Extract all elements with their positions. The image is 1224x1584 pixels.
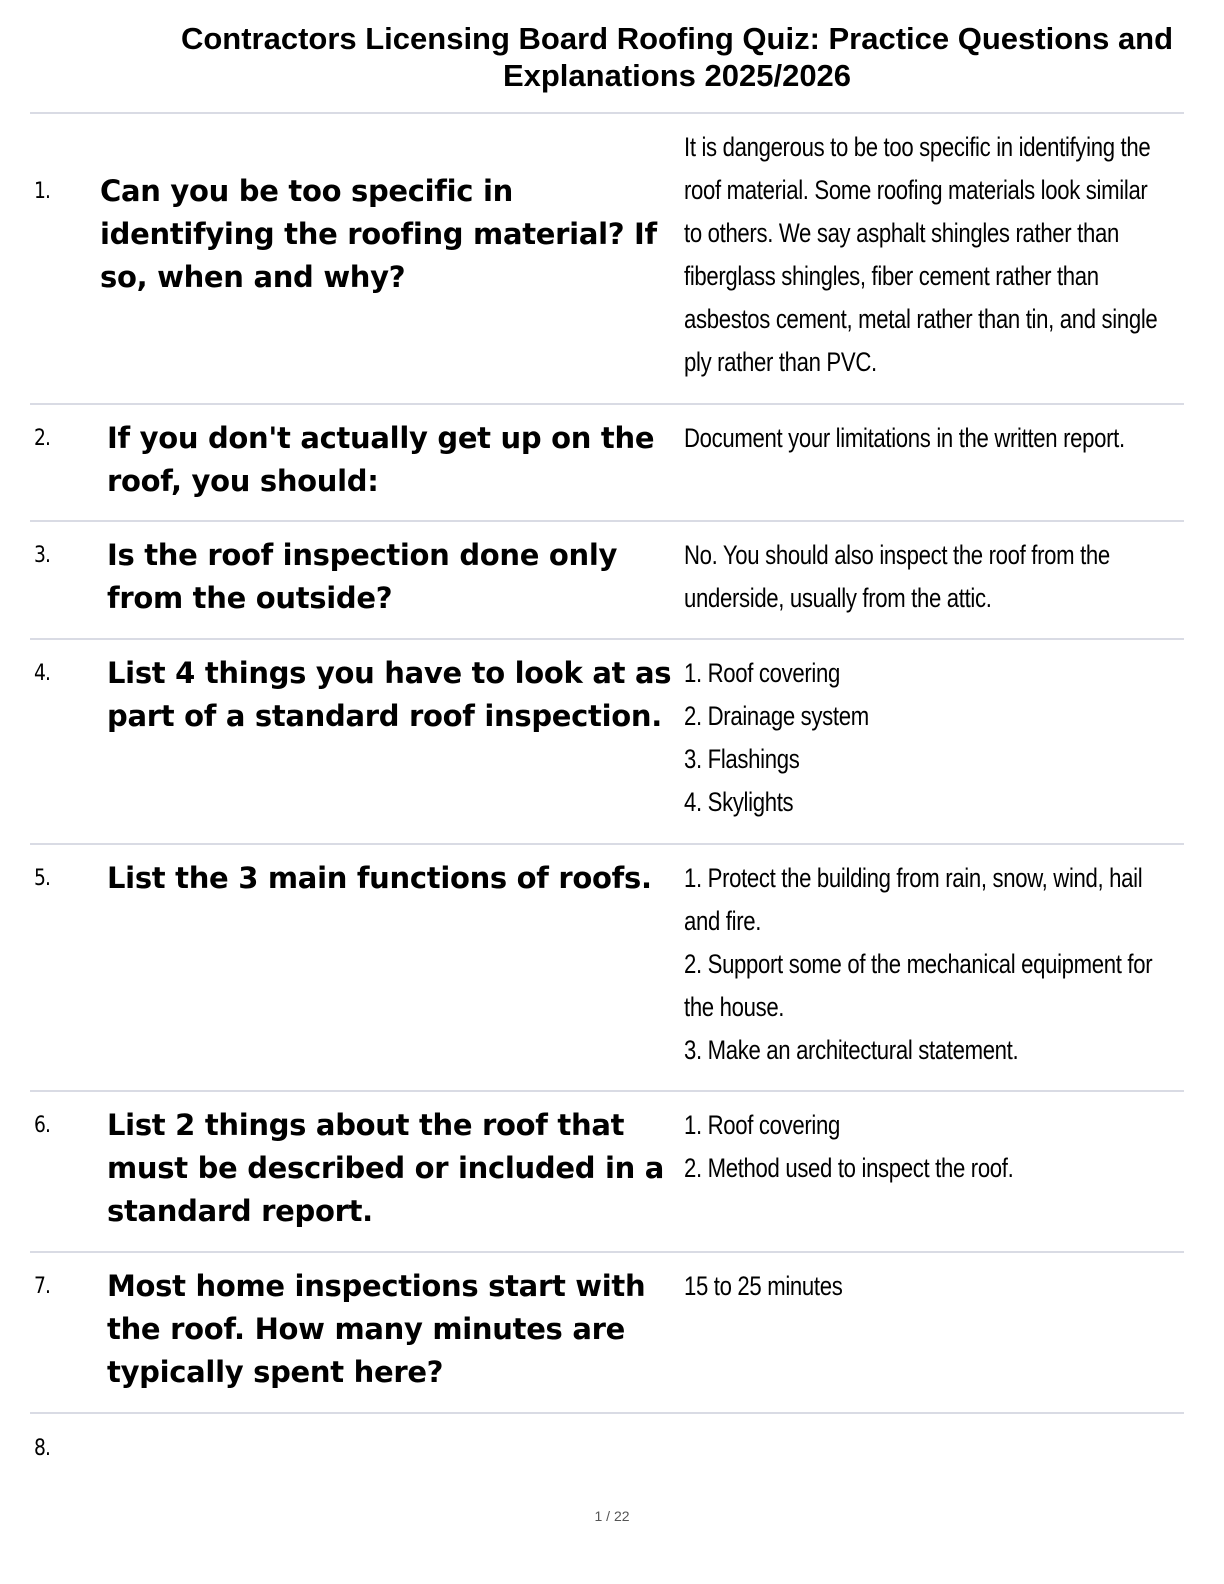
question-text: Is the roof inspection done only from the outside? <box>107 538 618 615</box>
question-text: List 2 things about the roof that must be described or included in a standard report. <box>107 1108 665 1228</box>
divider <box>30 1090 1184 1092</box>
divider <box>30 1251 1184 1253</box>
answer-text: 15 to 25 minutes <box>684 1271 843 1301</box>
page-number: 1 / 22 <box>594 1508 630 1524</box>
answer-text: 1. Protect the building from rain, snow, wind, hail and fire. 2. Support some of the mechanical equipment for the house. 3. Make an architectural statement. <box>684 863 1153 1065</box>
answer-text: No. You should also inspect the roof from the underside, usually from the attic. <box>684 540 1110 613</box>
question-number: 2. <box>34 426 51 451</box>
question-number: 7. <box>34 1274 51 1299</box>
divider <box>30 1412 1184 1414</box>
answer-text: 1. Roof covering 2. Method used to inspect the roof. <box>684 1110 1014 1183</box>
divider <box>30 520 1184 522</box>
divider <box>30 403 1184 405</box>
answer-text: 1. Roof covering 2. Drainage system 3. Flashings 4. Skylights <box>684 658 869 817</box>
question-text: Can you be too specific in identifying the roofing material? If so, when and why? <box>100 174 657 294</box>
question-text: List the 3 main functions of roofs. <box>107 861 652 895</box>
answer-text: It is dangerous to be too specific in identifying the roof material. Some roofing materials look similar to others. We say asphalt shingles rather than fiberglass shingles, fiber cement rather than asbestos cement, metal rather than tin, and single ply rather than PVC. <box>684 132 1158 377</box>
question-number: 3. <box>34 543 51 568</box>
divider <box>30 843 1184 845</box>
question-text: If you don't actually get up on the roof, you should: <box>107 421 655 498</box>
question-text: List 4 things you have to look at as part of a standard roof inspection. <box>107 656 672 733</box>
question-text: Most home inspections start with the roof. How many minutes are typically spent here? <box>107 1269 646 1389</box>
divider <box>30 638 1184 640</box>
question-number: 8. <box>34 1436 51 1461</box>
answer-text: Document your limitations in the written report. <box>684 423 1125 453</box>
question-number: 6. <box>34 1113 51 1138</box>
question-number: 1. <box>34 179 51 204</box>
question-number: 4. <box>34 661 51 686</box>
page-title: Contractors Licensing Board Roofing Quiz: Practice Questions and Explanations 2025/2026 <box>180 21 1174 93</box>
divider <box>30 112 1184 114</box>
question-number: 5. <box>34 866 51 891</box>
